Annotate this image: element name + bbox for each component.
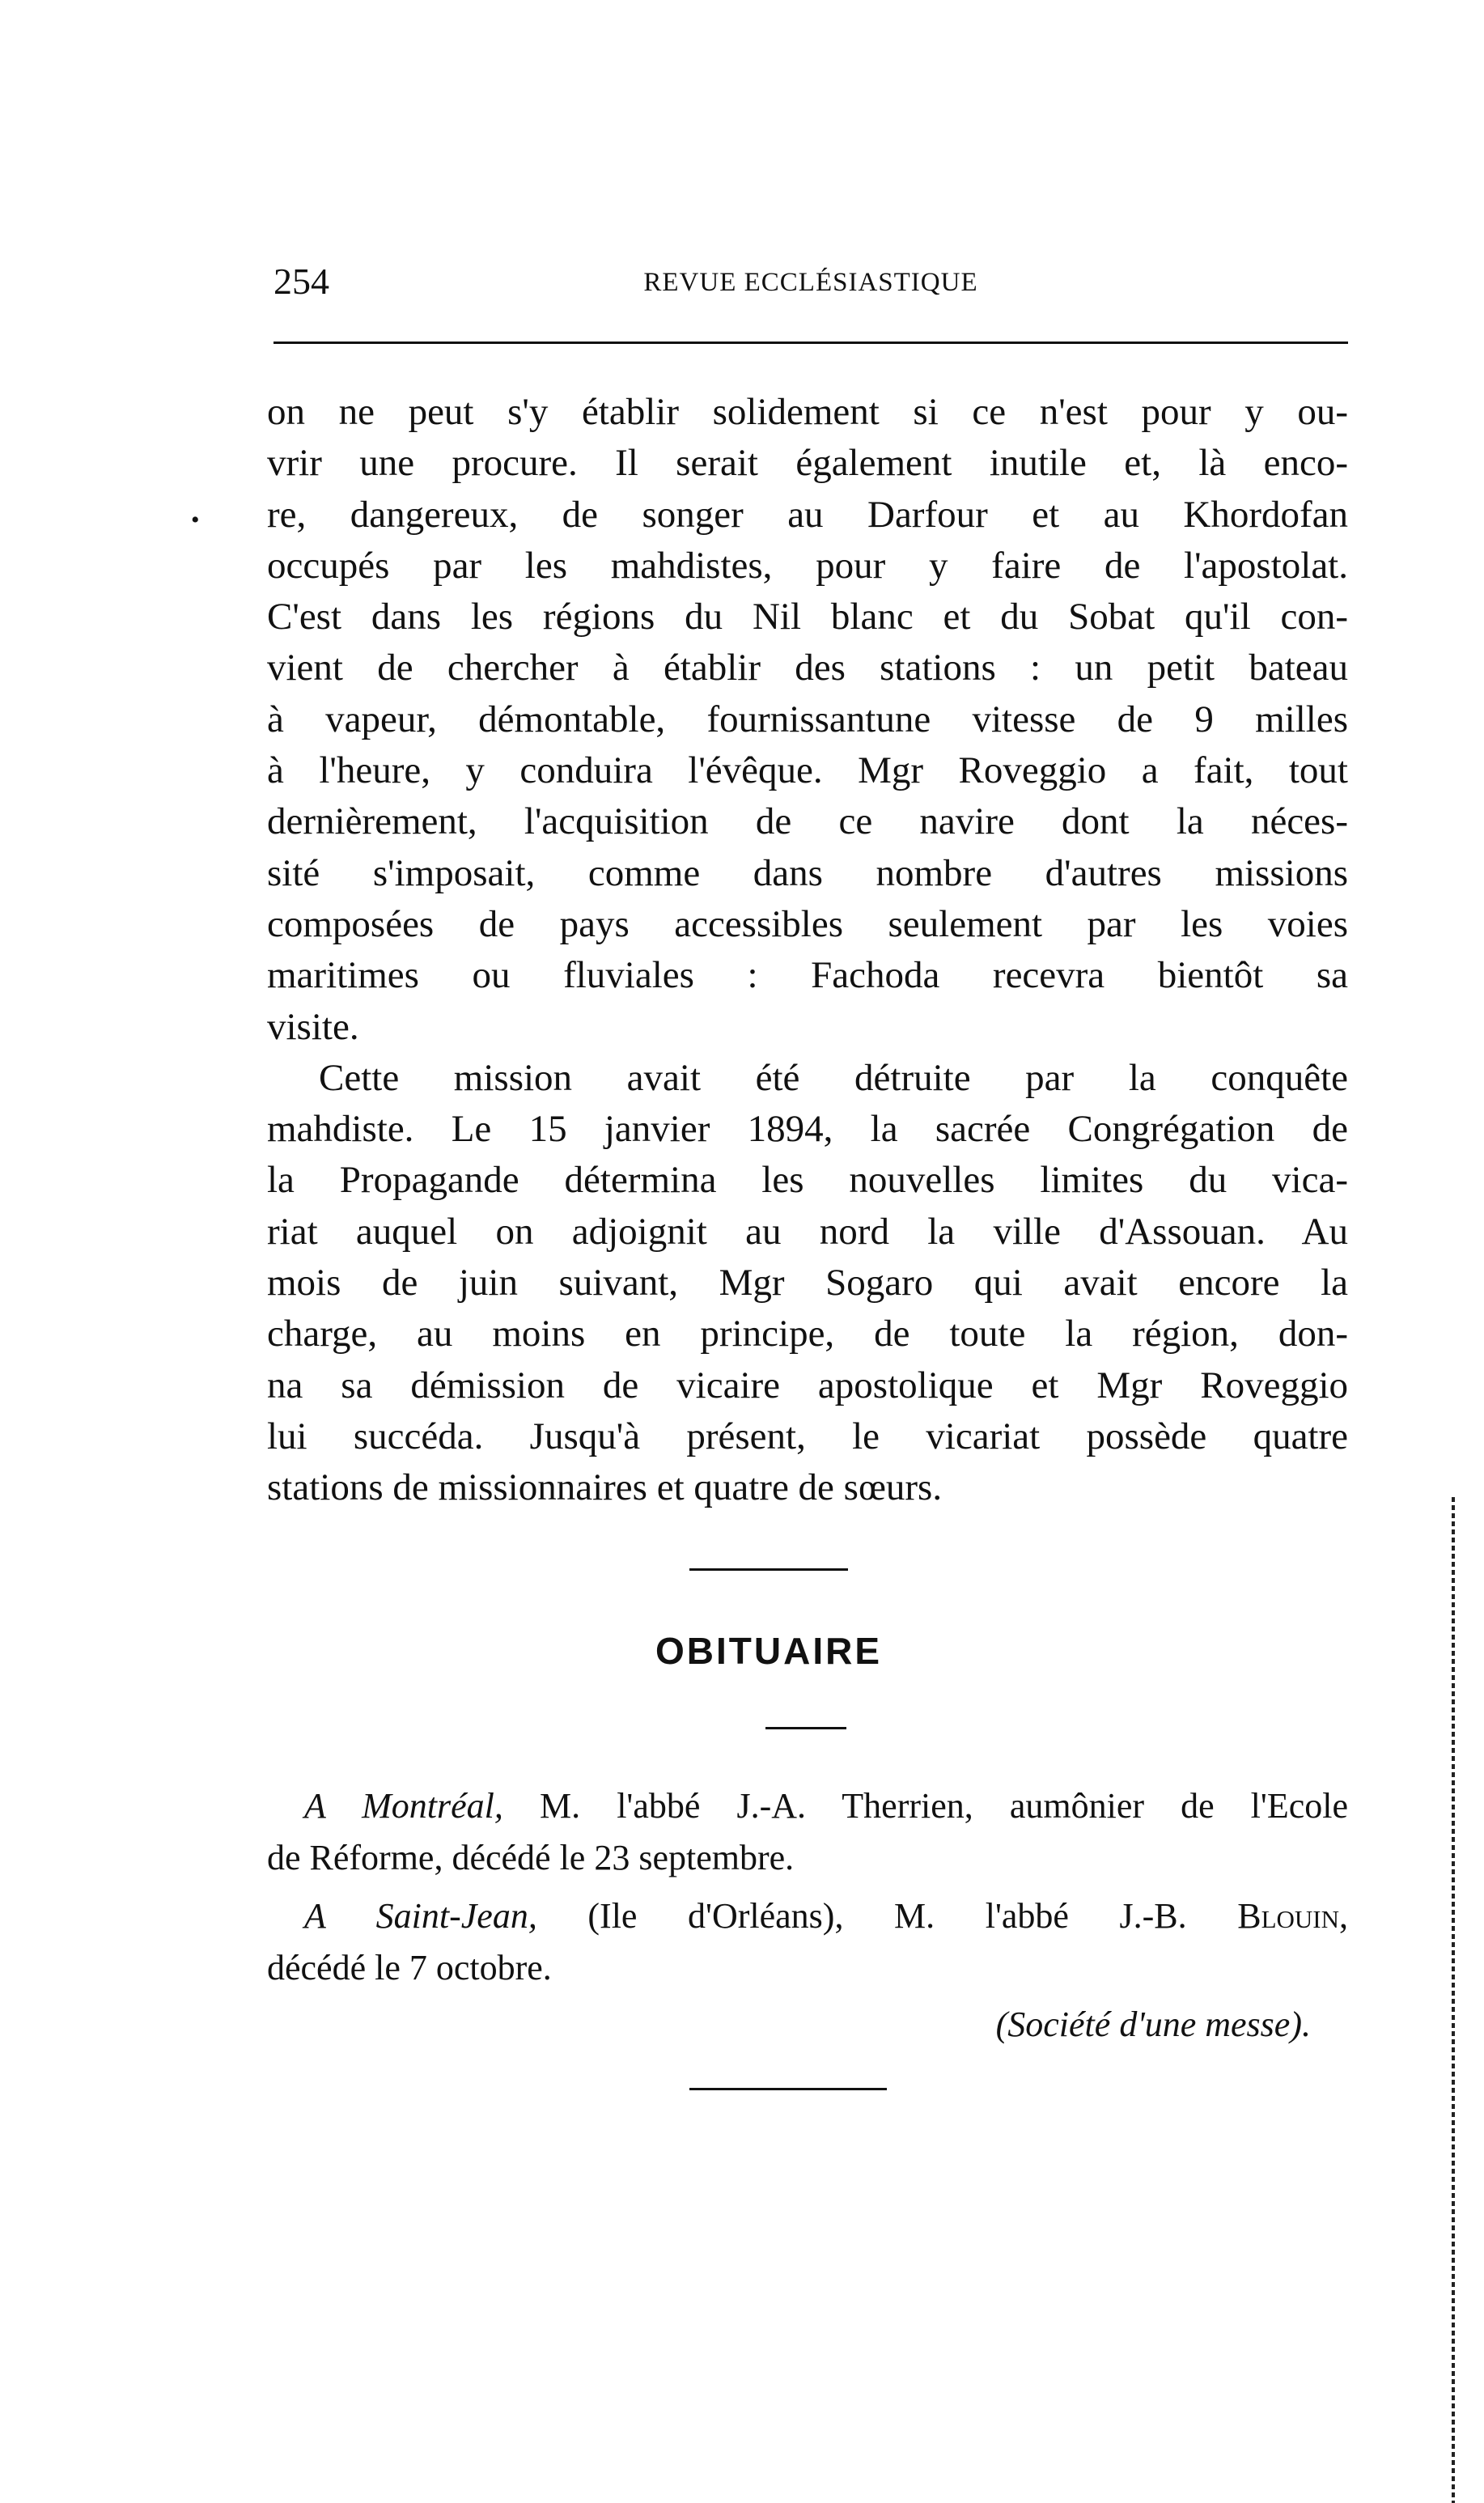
header-rule [273, 342, 1348, 344]
obituary-entry [267, 1780, 1348, 1884]
running-title: REVUE ECCLÉSIASTIQUE [643, 268, 978, 297]
section-divider [689, 1568, 848, 1571]
text-line: C'est dans les régions du Nil blanc et du Sobat qu'il con- [267, 596, 1348, 638]
scan-edge [1452, 1497, 1455, 2503]
text-line: à vapeur, démontable, fournissantune vitesse de 9 milles [267, 698, 1348, 740]
heading-underline [765, 1727, 846, 1729]
obituary-text: (Ile d'Orléans), M. l'abbé J.-B. [536, 1896, 1238, 1936]
text-line: dernièrement, l'acquisition de ce navire dont la néces- [267, 800, 1348, 843]
obituary-signature: (Société d'une messe). [995, 2005, 1311, 2044]
text-line: on ne peut s'y établir solidement si ce n'est pour y ou- [267, 391, 1348, 433]
obituary-place: A Saint-Jean, [304, 1896, 537, 1936]
page-number: 254 [273, 261, 329, 302]
text-line: Cette mission avait été détruite par la conquête [319, 1056, 1348, 1099]
obituary-text: M. l'abbé J.-A. Therrien, aumônier de l'Ecole [502, 1786, 1348, 1826]
obituary-entry-line [267, 1780, 1348, 1832]
text-line: composées de pays accessibles seulement par les voies [267, 902, 1348, 945]
text-line: lui succéda. Jusqu'à présent, le vicariat possède quatre [267, 1415, 1348, 1457]
obituary-text: , [1339, 1896, 1348, 1936]
text-line: la Propagande détermina les nouvelles limites du vica- [267, 1159, 1348, 1202]
text-line: sité s'imposait, comme dans nombre d'autres missions [267, 851, 1348, 894]
text-line: riat auquel on adjoignit au nord la ville d'Assouan. Au [267, 1210, 1348, 1253]
margin-mark: • [191, 507, 200, 533]
closing-divider [689, 2088, 887, 2090]
text-line: vient de chercher à établir des stations : un petit bateau [267, 647, 1348, 689]
page-header [273, 257, 1348, 306]
obituary-entry-line: de Réforme, décédé le 23 septembre. [267, 1838, 795, 1877]
obituary-place: A Montréal, [304, 1786, 503, 1826]
obituary-entry-line: décédé le 7 octobre. [267, 1948, 552, 1988]
text-line: na sa démission de vicaire apostolique et Mgr Roveggio [267, 1364, 1348, 1406]
text-line: occupés par les mahdistes, pour y faire de l'apostolat. [267, 544, 1348, 587]
text-line: mois de juin suivant, Mgr Sogaro qui avait encore la [267, 1262, 1348, 1305]
text-line: visite. [267, 1005, 359, 1048]
text-line: vrir une procure. Il serait également inutile et, là enco- [267, 442, 1348, 485]
obituary-heading: OBITUAIRE [655, 1630, 882, 1672]
text-line: à l'heure, y conduira l'évêque. Mgr Roveggio a fait, tout [267, 749, 1348, 792]
obituary-entry-line [267, 1890, 1348, 1942]
text-line: mahdiste. Le 15 janvier 1894, la sacrée Congrégation de [267, 1108, 1348, 1151]
text-line: charge, au moins en principe, de toute la région, don- [267, 1313, 1348, 1355]
obituary-name: Blouin [1237, 1896, 1339, 1936]
body-text [267, 387, 1348, 1514]
obituary-entry [267, 1890, 1348, 1994]
text-line: stations de missionnaires et quatre de sœurs. [267, 1466, 943, 1509]
text-line: maritimes ou fluviales : Fachoda recevra bientôt sa [267, 954, 1348, 997]
text-line: re, dangereux, de songer au Darfour et au Khordofan [267, 493, 1348, 536]
